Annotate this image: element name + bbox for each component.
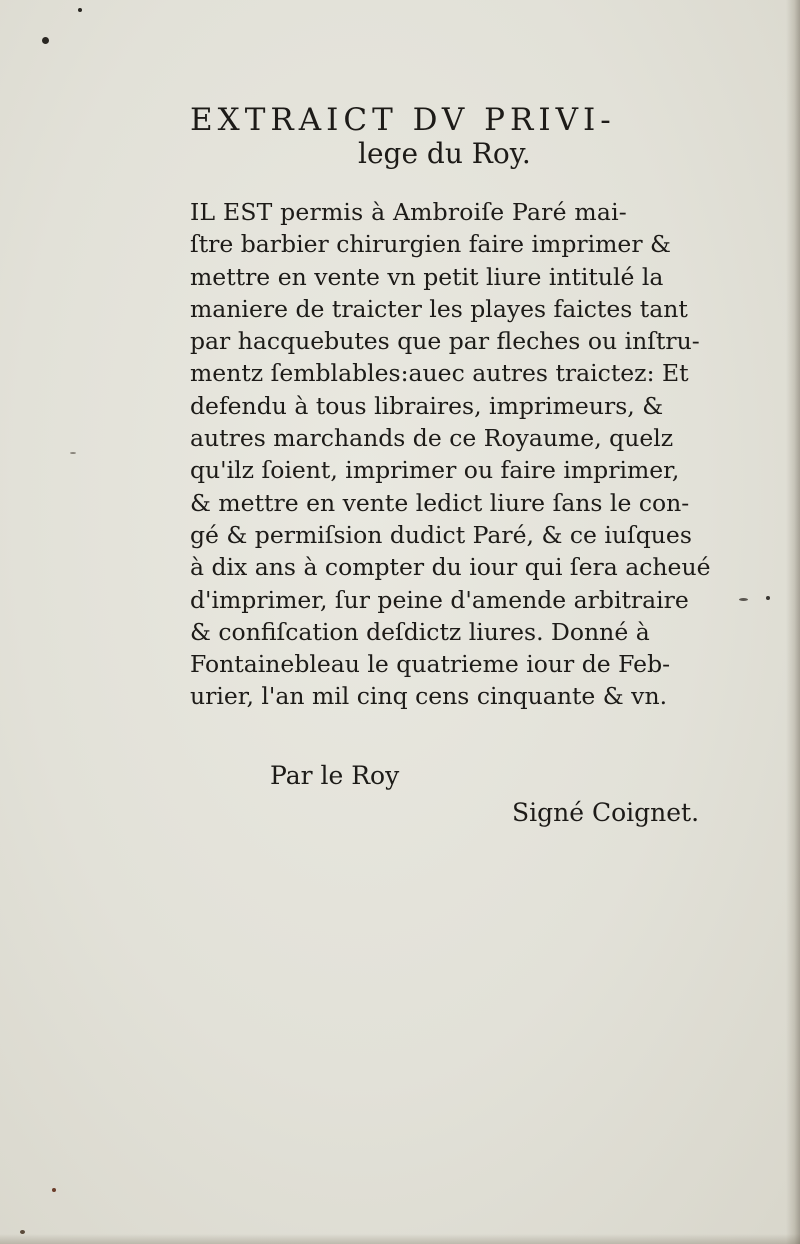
text-line: qu'ilz ſoient, imprimer ou faire imprimer, (190, 456, 680, 485)
text-line: autres marchands de ce Royaume, quelz (190, 424, 674, 453)
text-line: ſtre barbier chirurgien faire imprimer & (190, 230, 671, 259)
text-line: à dix ans à compter du iour qui ſera acheué (190, 553, 711, 582)
text-line: mentz ſemblables:auec autres traictez: Et (190, 359, 689, 388)
signature-signed: Signé Coignet. (512, 798, 700, 827)
signature-par-le-roy: Par le Roy (270, 761, 400, 790)
ink-speck (78, 8, 82, 12)
ink-speck (42, 37, 49, 44)
text-line: urier, l'an mil cinq cens cinquante & vn. (190, 682, 668, 711)
page-edge-right (786, 0, 800, 1244)
text-line: mettre en vente vn petit liure intitulé la (190, 262, 664, 291)
text-line: d'imprimer, ſur peine d'amende arbitraire (190, 585, 689, 614)
text-line: Fontainebleau le quatrieme iour de Feb- (190, 650, 671, 679)
ink-speck (70, 452, 76, 454)
text-line: IL EST permis à Ambroiſe Paré mai- (190, 198, 627, 226)
ink-speck (739, 598, 748, 601)
heading-line-2: lege du Roy. (358, 137, 531, 170)
ink-speck (20, 1230, 25, 1234)
page-edge-bottom (0, 1234, 800, 1244)
ink-speck (52, 1188, 56, 1192)
ink-speck (766, 596, 770, 600)
text-line: gé & permiſsion dudict Paré, & ce iuſques (190, 520, 692, 549)
heading-line-1: EXTRAICT DV PRIVI- (190, 102, 616, 138)
text-line: & mettre en vente ledict liure ſans le con- (190, 488, 690, 517)
text-line: & confiſcation deſdictz liures. Donné à (190, 617, 650, 646)
text-line: defendu à tous libraires, imprimeurs, & (190, 391, 664, 420)
text-line: par hacquebutes que par fleches ou inſtru- (190, 327, 700, 356)
text-line: maniere de traicter les playes faictes tant (190, 294, 688, 323)
privilege-text (190, 196, 720, 713)
